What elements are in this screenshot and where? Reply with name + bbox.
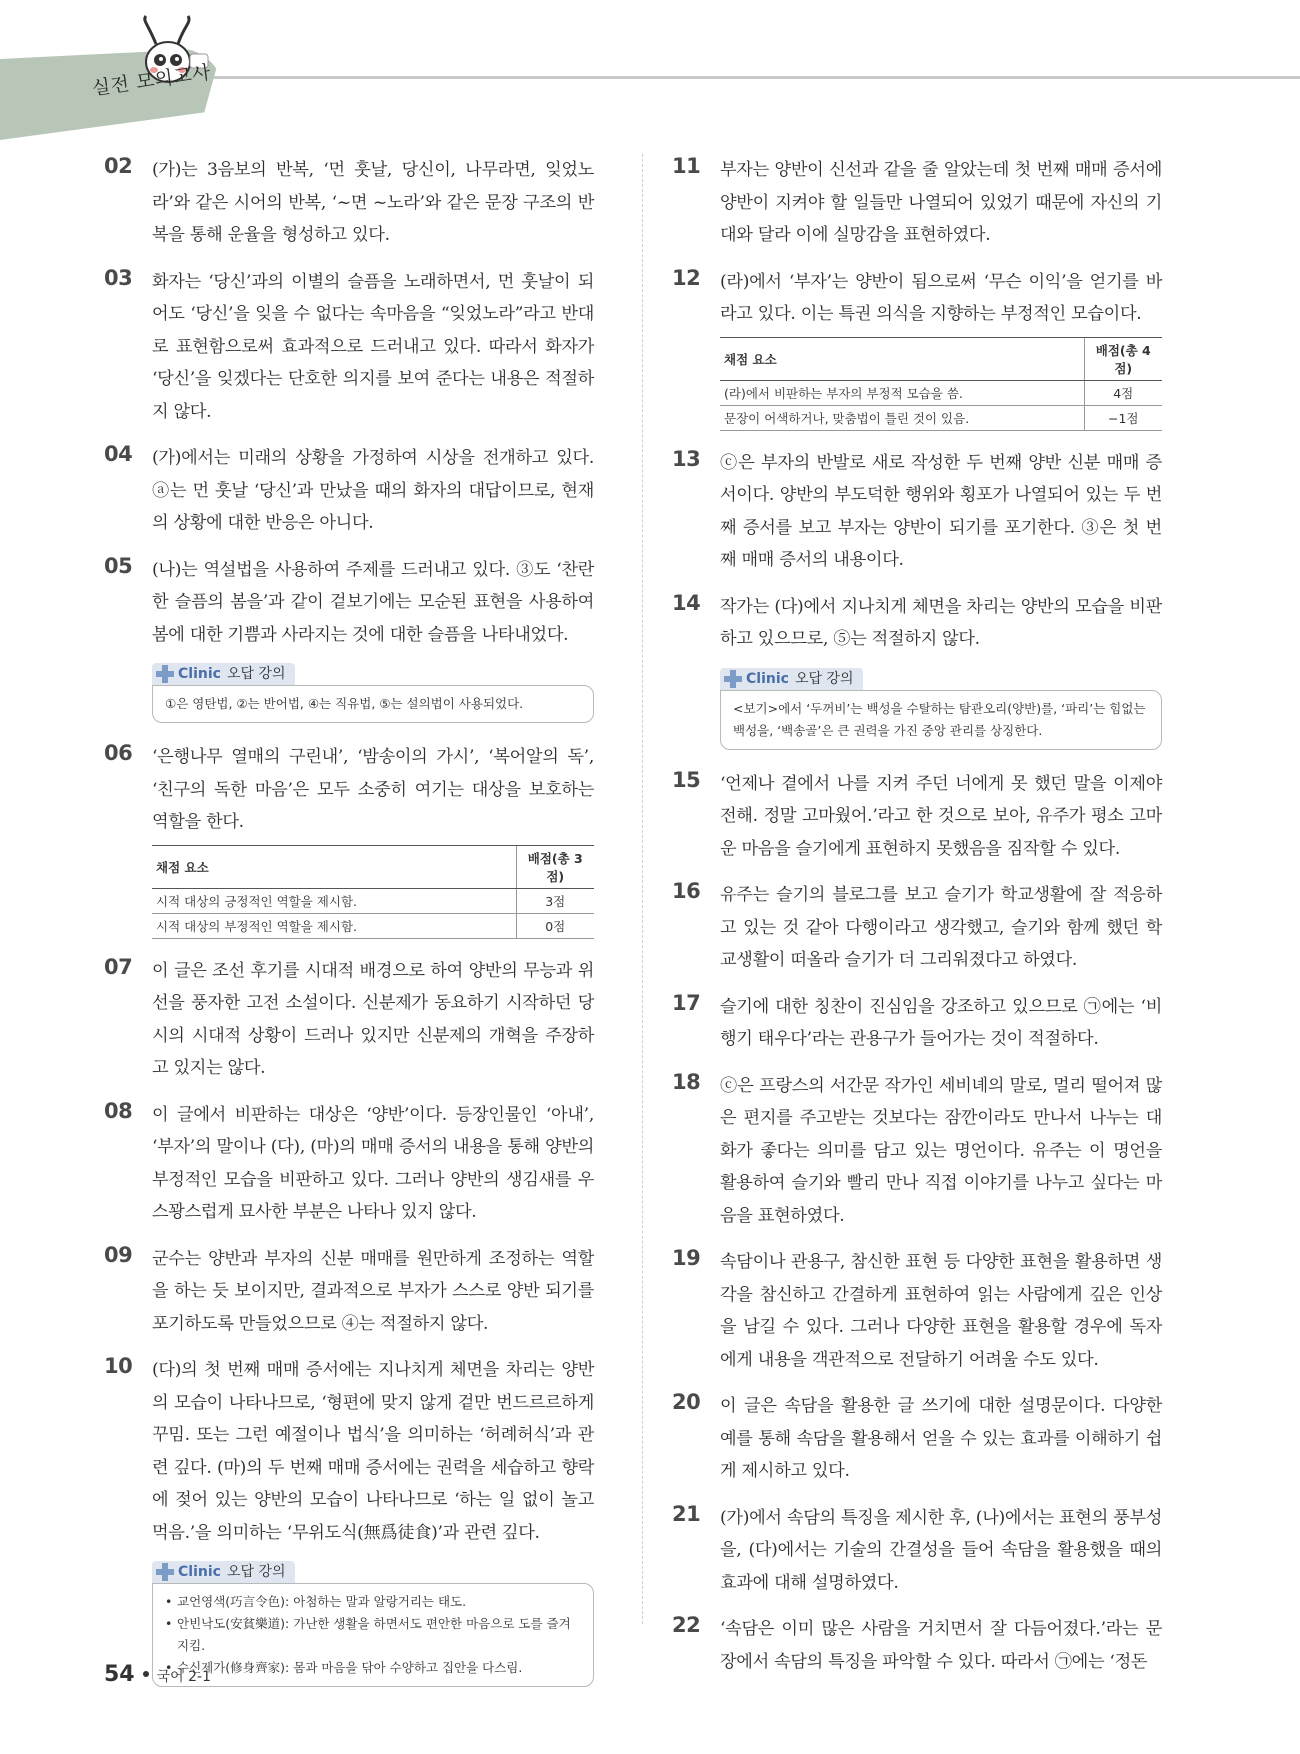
- answer-item: [104, 154, 594, 252]
- item-text: 군수는 양반과 부자의 신분 매매를 원만하게 조정하는 역할을 하는 듯 보이지만, 결과적으로 부자가 스스로 양반 되기를 포기하도록 만들었으므로 ④는 적절하지 않다.: [152, 1248, 594, 1334]
- item-text: 이 글은 속담을 활용한 글 쓰기에 대한 설명문이다. 다양한 예를 통해 속담을 활용해서 얻을 수 있는 효과를 이해하기 쉽게 제시하고 있다.: [720, 1396, 1162, 1481]
- left-column: [104, 154, 594, 1705]
- item-number: 21: [672, 1501, 701, 1526]
- plus-icon: [724, 670, 742, 688]
- plus-icon: [156, 1563, 174, 1581]
- table-row: [152, 913, 594, 938]
- answer-item: [672, 447, 1162, 577]
- clinic-title: 오답 강의: [794, 670, 854, 687]
- page-number: 54: [104, 1662, 135, 1687]
- item-text: (라)에서 ‘부자’는 양반이 됨으로써 ‘무슨 이익’을 얻기를 바라고 있다. 이는 특권 의식을 지향하는 부정적인 모습이다.: [720, 271, 1162, 324]
- table-cell: −1점: [1084, 405, 1162, 430]
- clinic-box: [152, 1561, 594, 1687]
- item-number: 13: [672, 446, 701, 471]
- item-number: 11: [672, 154, 701, 178]
- clinic-header: [152, 663, 295, 685]
- item-text: ‘은행나무 열매의 구린내’, ‘밤송이의 가시’, ‘복어알의 독’, ‘친구의 독한 마음’은 모두 소중히 여기는 대상을 보호하는 역할을 한다.: [152, 747, 594, 832]
- item-number: 20: [672, 1390, 701, 1414]
- item-number: 05: [104, 553, 133, 578]
- item-text: 이 글은 조선 후기를 시대적 배경으로 하여 양반의 무능과 위선을 풍자한 고전 소설이다. 신분제가 동요하기 시작하던 당시의 시대적 상황이 드러나 있지만 신분제의 개혁을 주장하고 있지는 않다.: [152, 960, 594, 1078]
- item-number: 03: [104, 265, 133, 290]
- item-text: 유주는 슬기의 블로그를 보고 슬기가 학교생활에 잘 적응하고 있는 것 같아 다행이라고 생각했고, 슬기와 함께 했던 학교생활이 떠올라 슬기가 더 그리워졌다고 하였다.: [720, 885, 1162, 970]
- item-number: 07: [104, 954, 133, 979]
- answer-item: [672, 591, 1162, 750]
- item-text: 속담이나 관용구, 참신한 표현 등 다양한 표현을 활용하면 생각을 참신하고 간결하게 표현하여 읽는 사람에게 깊은 인상을 남길 수 있다. 그러나 다양한 표현을 활용할 경우에 독자에게 내용을 객관적으로 전달하기 어려울 수도 있다.: [720, 1252, 1162, 1370]
- scoring-table: [720, 337, 1162, 431]
- right-column: [672, 154, 1162, 1692]
- answer-item: [104, 442, 594, 540]
- clinic-body: ①은 영탄법, ②는 반어법, ④는 직유법, ⑤는 설의법이 사용되었다.: [152, 685, 594, 723]
- answer-item: [672, 1502, 1162, 1600]
- list-item: • 교언영색(巧言令色): 아첨하는 말과 알랑거리는 태도.: [165, 1591, 581, 1613]
- clinic-header: [720, 668, 863, 690]
- answer-item: [104, 741, 594, 939]
- table-row: [720, 405, 1162, 430]
- item-text: (나)는 역설법을 사용하여 주제를 드러내고 있다. ③도 ‘찬란한 슬픔의 봄을’과 같이 겉보기에는 모순된 표현을 사용하여 봄에 대한 기쁨과 사라지는 것에 대한 슬픔을 나타내었다.: [152, 559, 594, 645]
- item-number: 02: [104, 154, 133, 178]
- item-number: 09: [104, 1242, 133, 1267]
- clinic-brand: Clinic: [746, 670, 789, 687]
- answer-item: [104, 1354, 594, 1687]
- answer-item: [672, 879, 1162, 977]
- item-text: 화자는 ‘당신’과의 이별의 슬픔을 노래하면서, 먼 훗날이 되어도 ‘당신’을 잊을 수 없다는 속마음을 “잊었노라”라고 반대로 표현함으로써 효과적으로 드러내고 있다. 따라서 화자가 ‘당신’을 잊겠다는 단호한 의지를 보여 준다는 내용은 적절하지 않다.: [152, 271, 594, 422]
- answer-item: [104, 1243, 594, 1341]
- clinic-box: [152, 663, 594, 723]
- item-text: (다)의 첫 번째 매매 증서에는 지나치게 체면을 차리는 양반의 모습이 나타나므로, ‘형편에 맞지 않게 겉만 번드르르하게 꾸밈. 또는 그런 예절이나 법식’을 의미하는 ‘허례허식’과 관련 깊다. (마)의 두 번째 매매 증서에는 권력을 세습하고 향락에 젖어 있는 양반의 모습이 나타나므로 ‘하는 일 없이 놀고먹음.’을 의미하는 ‘무위도식(無爲徒食)’과 관련 깊다.: [152, 1360, 594, 1543]
- table-header-criteria: 채점 요소: [152, 845, 516, 888]
- table-row: [152, 888, 594, 913]
- item-number: 08: [104, 1098, 133, 1123]
- item-text: ‘속담은 이미 많은 사람을 거치면서 잘 다듬어졌다.’라는 문장에서 속담의 특징을 파악할 수 있다. 따라서 ㉠에는 ‘정돈: [720, 1619, 1162, 1672]
- item-text: 이 글에서 비판하는 대상은 ‘양반’이다. 등장인물인 ‘아내’, ‘부자’의 말이나 (다), (마)의 매매 증서의 내용을 통해 양반의 부정적인 모습을 비판하고 있다. 그러나 양반의 생김새를 우스꽝스럽게 묘사한 부분은 나타나 있지 않다.: [152, 1104, 594, 1222]
- clinic-brand: Clinic: [178, 666, 221, 682]
- section-title: 실전 모의고사: [90, 61, 213, 100]
- answer-item: [672, 266, 1162, 431]
- item-number: 15: [672, 767, 701, 792]
- clinic-body: [152, 1583, 594, 1687]
- answer-item: [672, 768, 1162, 866]
- clinic-title: 오답 강의: [226, 666, 286, 682]
- item-text: (가)는 3음보의 반복, ‘먼 훗날, 당신이, 나무라면, 잊었노라’와 같은 시어의 반복, ‘~면 ~노라’와 같은 문장 구조의 반복을 통해 운율을 형성하고 있다.: [152, 160, 594, 245]
- item-number: 16: [672, 879, 701, 903]
- item-number: 04: [104, 442, 133, 466]
- answer-item: [104, 955, 594, 1085]
- item-text: ⓒ은 부자의 반발로 새로 작성한 두 번째 양반 신분 매매 증서이다. 양반의 부도덕한 행위와 횡포가 나열되어 있는 두 번째 증서를 보고 부자는 양반이 되기를 포기한다. ③은 첫 번째 매매 증서의 내용이다.: [720, 452, 1162, 570]
- table-header-points: 배점(총 3점): [516, 845, 594, 888]
- answer-item: [672, 1613, 1162, 1678]
- clinic-header: [152, 1561, 295, 1583]
- item-text: ‘언제나 곁에서 나를 지켜 주던 너에게 못 했던 말을 이제야 전해. 정말 고마웠어.’라고 한 것으로 보아, 유주가 평소 고마운 마음을 슬기에게 표현하지 못했음을 짐작할 수 있다.: [720, 773, 1162, 859]
- answer-item: [672, 1246, 1162, 1376]
- table-cell: 시적 대상의 부정적인 역할을 제시함.: [152, 913, 516, 938]
- bullet-icon: [143, 1671, 149, 1677]
- item-number: 17: [672, 990, 701, 1015]
- list-item: • 수신제가(修身齊家): 몸과 마음을 닦아 수양하고 집안을 다스림.: [165, 1657, 581, 1679]
- item-text: 부자는 양반이 신선과 같을 줄 알았는데 첫 번째 매매 증서에 양반이 지켜야 할 일들만 나열되어 있었기 때문에 자신의 기대와 달라 이에 실망감을 표현하였다.: [720, 160, 1162, 245]
- table-header-criteria: 채점 요소: [720, 337, 1084, 380]
- answer-item: [104, 1099, 594, 1229]
- clinic-title: 오답 강의: [226, 1564, 286, 1580]
- column-divider: [642, 154, 643, 1624]
- item-text: 작가는 (다)에서 지나치게 체면을 차리는 양반의 모습을 비판하고 있으므로, ⑤는 적절하지 않다.: [720, 596, 1162, 649]
- clinic-box: [720, 668, 1162, 750]
- table-cell: 문장이 어색하거나, 맞춤법이 틀린 것이 있음.: [720, 405, 1084, 430]
- item-number: 18: [672, 1069, 701, 1094]
- table-row: [720, 380, 1162, 405]
- item-number: 19: [672, 1246, 701, 1270]
- book-title: 국어 2-1: [156, 1669, 211, 1685]
- table-header-points: 배점(총 4점): [1084, 337, 1162, 380]
- page-footer: [104, 1662, 211, 1687]
- answer-item: [672, 154, 1162, 252]
- item-text: (가)에서는 미래의 상황을 가정하여 시상을 전개하고 있다. ⓐ는 먼 훗날 ‘당신’과 만났을 때의 화자의 대답이므로, 현재의 상황에 대한 반응은 아니다.: [152, 448, 594, 533]
- answer-item: [104, 554, 594, 724]
- plus-icon: [156, 665, 174, 683]
- item-number: 10: [104, 1354, 133, 1378]
- item-text: (가)에서 속담의 특징을 제시한 후, (나)에서는 표현의 풍부성을, (다)에서는 기술의 간결성을 들어 속담을 활용했을 때의 효과에 대해 설명하였다.: [720, 1507, 1162, 1593]
- answer-item: [672, 991, 1162, 1056]
- item-text: 슬기에 대한 칭찬이 진심임을 강조하고 있으므로 ㉠에는 ‘비행기 태우다’라는 관용구가 들어가는 것이 적절하다.: [720, 996, 1162, 1049]
- answer-item: [104, 266, 594, 429]
- item-number: 06: [104, 741, 133, 765]
- item-text: ⓒ은 프랑스의 서간문 작가인 세비녜의 말로, 멀리 떨어져 많은 편지를 주고받는 것보다는 잠깐이라도 만나서 나누는 대화가 좋다는 의미를 담고 있는 명언이다. 유주는 이 명언을 활용하여 슬기와 빨리 만나 직접 이야기를 나누고 싶다는 마음을 표현하였다.: [720, 1075, 1162, 1226]
- table-cell: 0점: [516, 913, 594, 938]
- item-number: 22: [672, 1613, 701, 1637]
- table-cell: 시적 대상의 긍정적인 역할을 제시함.: [152, 888, 516, 913]
- answer-item: [672, 1070, 1162, 1233]
- clinic-brand: Clinic: [178, 1564, 221, 1580]
- answer-item: [672, 1390, 1162, 1488]
- table-cell: (라)에서 비판하는 부자의 부정적 모습을 씀.: [720, 380, 1084, 405]
- scoring-table: [152, 845, 594, 939]
- item-number: 12: [672, 265, 701, 290]
- table-cell: 3점: [516, 888, 594, 913]
- list-item: • 안빈낙도(安貧樂道): 가난한 생활을 하면서도 편안한 마음으로 도를 즐겨 지킴.: [165, 1613, 581, 1657]
- table-cell: 4점: [1084, 380, 1162, 405]
- item-number: 14: [672, 590, 701, 615]
- clinic-body: <보기>에서 ‘두꺼비’는 백성을 수탈하는 탐관오리(양반)를, ‘파리’는 힘없는 백성을, ‘백송골’은 큰 권력을 가진 중앙 관리를 상징한다.: [720, 690, 1162, 750]
